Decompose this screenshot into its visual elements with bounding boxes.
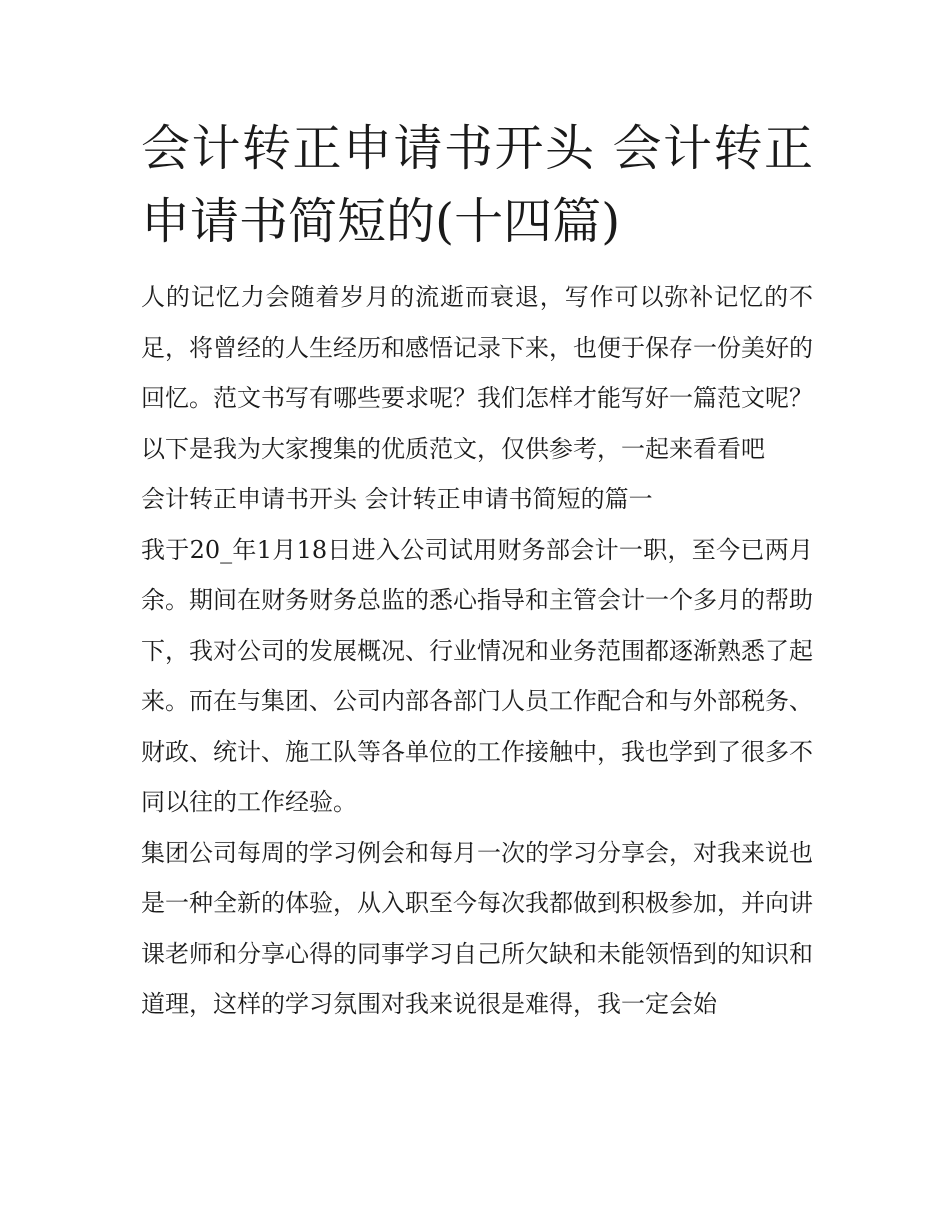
body-paragraph-2: 集团公司每周的学习例会和每月一次的学习分享会，对我来说也是一种全新的体验，从入职至今每次我都做到积极参加，并向讲课老师和分享心得的同事学习自己所欠缺和未能领悟到的知识和道理，这样的学习氛围对我来说很是难得，我一定会始 — [141, 838, 813, 1018]
intro-paragraph: 人的记忆力会随着岁月的流逝而衰退，写作可以弥补记忆的不足，将曾经的人生经历和感悟记录下来，也便于保存一份美好的回忆。范文书写有哪些要求呢？我们怎样才能写好一篇范文呢？以下是我为大家搜集的优质范文，仅供参考，一起来看看吧 — [141, 283, 813, 463]
document-title: 会计转正申请书开头 会计转正申请书简短的(十四篇) — [141, 120, 813, 250]
document-page — [141, 112, 813, 1030]
section-heading: 会计转正申请书开头 会计转正申请书简短的篇一 — [141, 485, 653, 513]
body-paragraph-1: 我于20_年1月18日进入公司试用财务部会计一职，至今已两月余。期间在财务财务总监的悉心指导和主管会计一个多月的帮助下，我对公司的发展概况、行业情况和业务范围都逐渐熟悉了起来。而在与集团、公司内部各部门人员工作配合和与外部税务、财政、统计、施工队等各单位的工作接触中，我也学到了很多不同以往的工作经验。 — [141, 535, 813, 816]
